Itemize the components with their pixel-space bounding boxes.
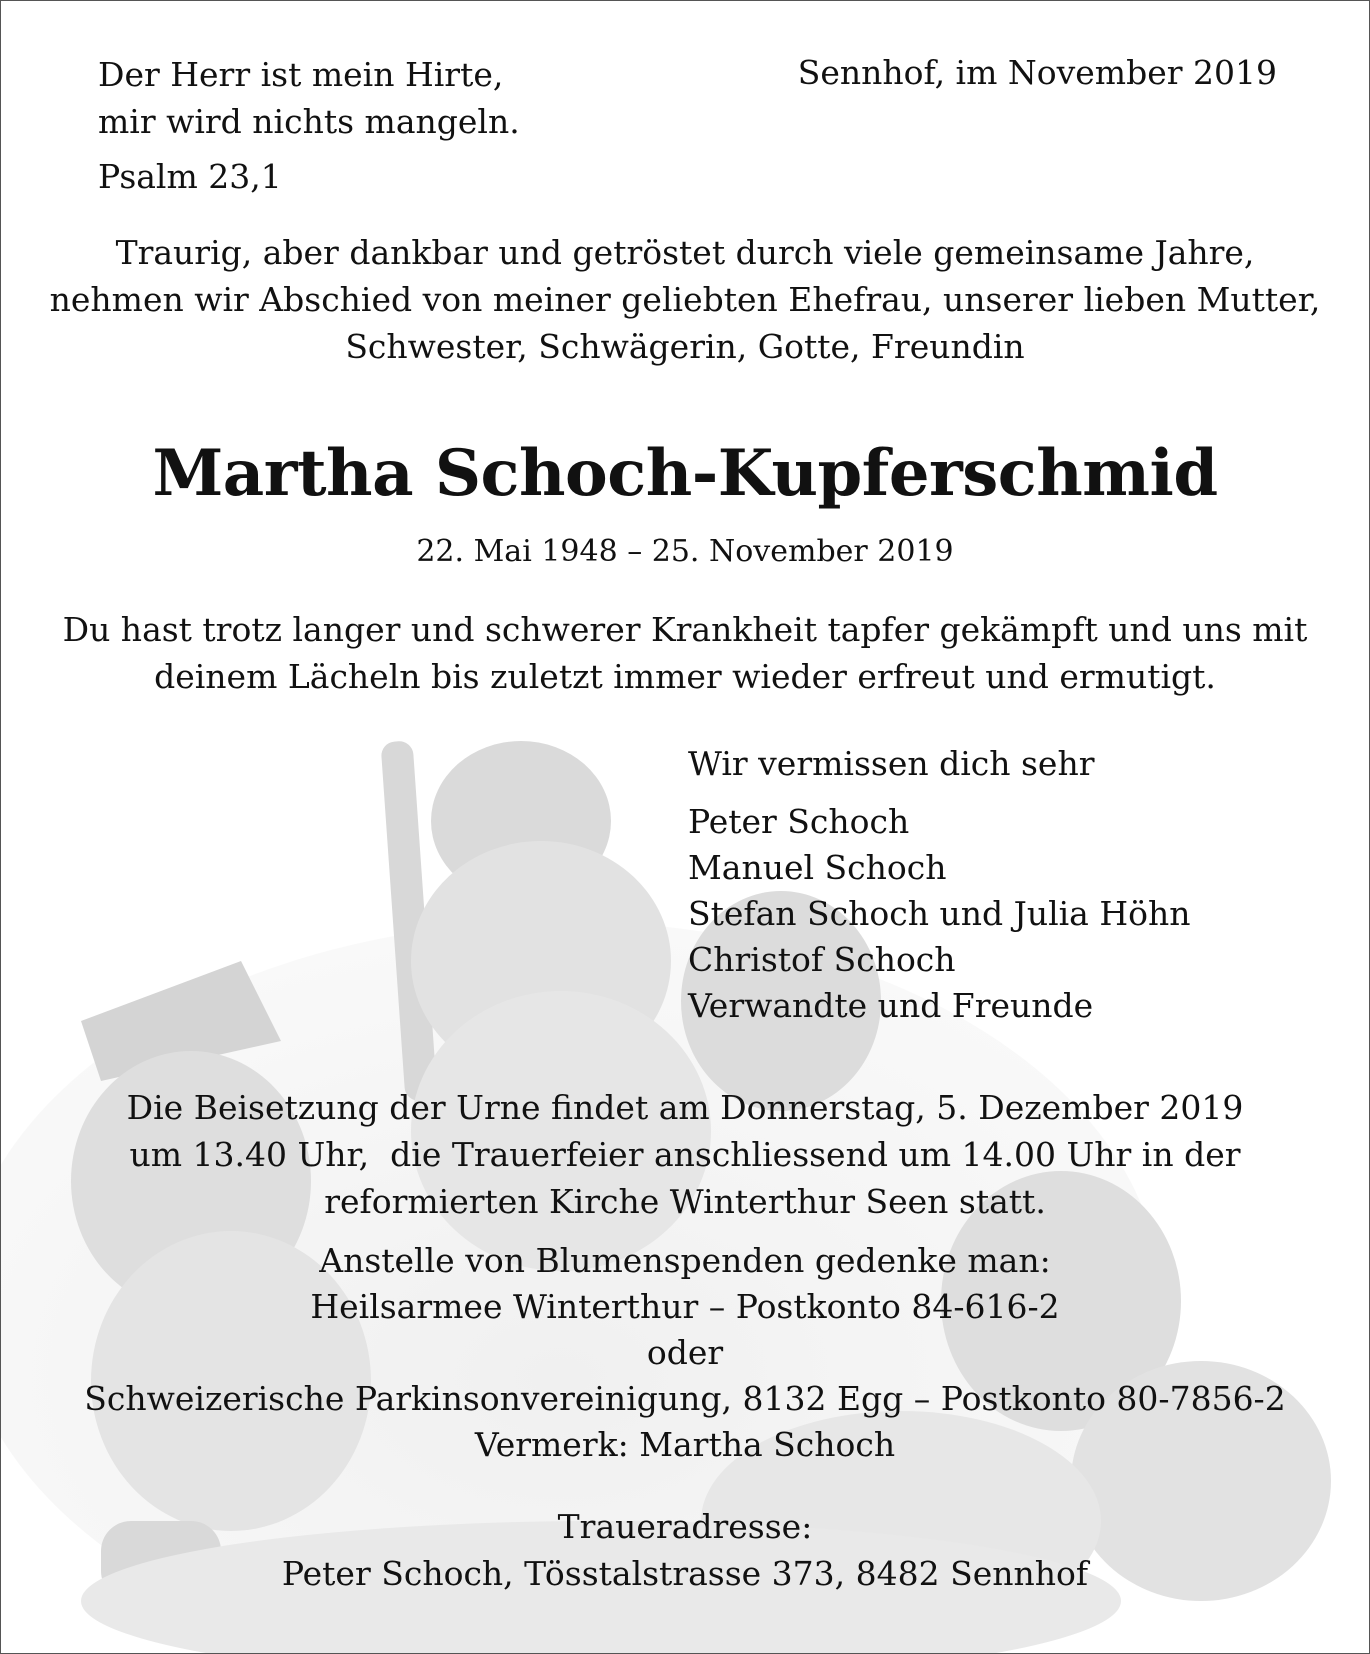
intro-line: nehmen wir Abschied von meiner geliebten Ehefrau, unserer lieben Mutter, [49,280,1321,319]
ceremony-info [1,1084,1369,1225]
mourners-list [688,741,1191,1029]
life-dates: 22. Mai 1948 – 25. November 2019 [416,534,954,569]
bible-verse [98,51,520,145]
donation-line: Schweizerische Parkinsonvereinigung, 8132 Egg – Postkonto 80-7856-2 [84,1379,1286,1418]
bible-verse-line: Der Herr ist mein Hirte, [98,55,504,94]
mourner-name: Christof Schoch [688,940,956,979]
mourning-address [1,1503,1369,1597]
deceased-name: Martha Schoch-Kupferschmid [152,436,1218,511]
mourner-name: Peter Schoch [688,802,910,841]
mourner-name: Stefan Schoch und Julia Höhn [688,894,1191,933]
tribute-line: deinem Lächeln bis zuletzt immer wieder erfreut und ermutigt. [154,657,1216,696]
intro-text [1,229,1369,370]
intro-line: Traurig, aber dankbar und getröstet durch viele gemeinsame Jahre, [115,233,1255,272]
address-value: Peter Schoch, Tösstalstrasse 373, 8482 Sennhof [281,1554,1089,1593]
donation-line: oder [646,1333,724,1372]
intro-line: Schwester, Schwägerin, Gotte, Freundin [345,327,1025,366]
bible-verse-line: mir wird nichts mangeln. [98,102,520,141]
donation-info [1,1238,1369,1468]
donation-line: Anstelle von Blumenspenden gedenke man: [319,1241,1051,1280]
ceremony-line: Die Beisetzung der Urne findet am Donnerstag, 5. Dezember 2019 [126,1088,1244,1127]
donation-line: Heilsarmee Winterthur – Postkonto 84-616-2 [310,1287,1060,1326]
bible-verse-reference: Psalm 23,1 [98,157,282,196]
address-label: Traueradresse: [557,1507,813,1546]
tribute-text [1,606,1369,700]
ceremony-line: reformierten Kirche Winterthur Seen statt. [324,1182,1046,1221]
donation-line: Vermerk: Martha Schoch [474,1425,896,1464]
mourners-headline: Wir vermissen dich sehr [688,744,1095,783]
tribute-line: Du hast trotz langer und schwerer Krankheit tapfer gekämpft und uns mit [62,610,1308,649]
mourner-name: Verwandte und Freunde [688,986,1094,1025]
ceremony-line: um 13.40 Uhr, die Trauerfeier anschliessend um 14.00 Uhr in der [129,1135,1241,1174]
mourner-name: Manuel Schoch [688,848,947,887]
place-date: Sennhof, im November 2019 [797,53,1277,92]
